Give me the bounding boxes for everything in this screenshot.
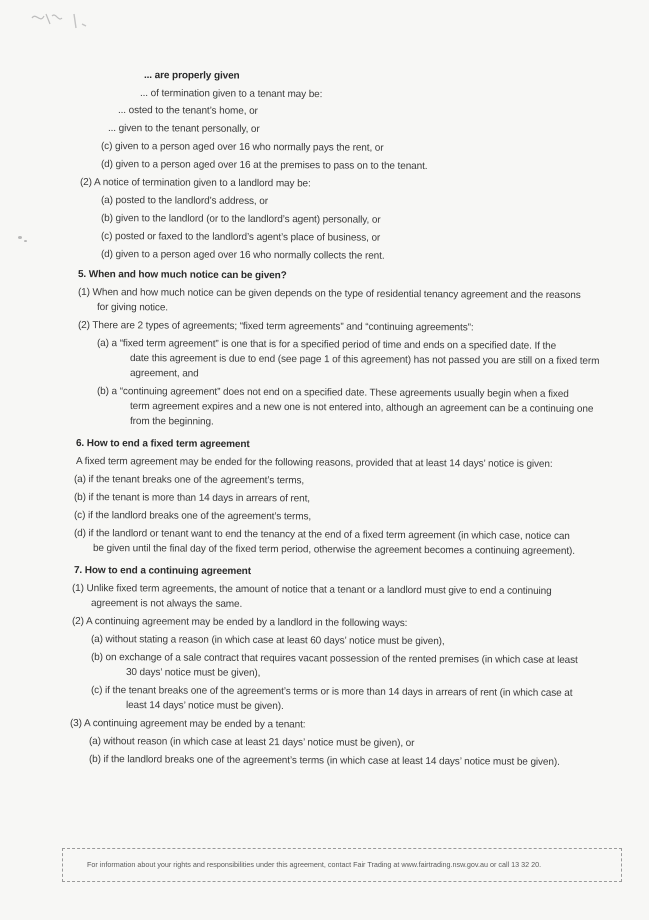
text-line: ... are properly given	[143, 70, 240, 82]
text-line: ... osted to the tenant’s home, or	[117, 105, 258, 117]
text-line: agreement, and	[129, 368, 199, 380]
text-line: (2) There are 2 types of agreements; “fixed term agreements” and “continuing agreements”:	[77, 320, 474, 334]
text-line: (c) posted or faxed to the landlord’s agent’s place of business, or	[100, 231, 381, 244]
text-line: (d) given to a person aged over 16 who normally collects the rent.	[100, 249, 385, 262]
text-line: (1) Unlike fixed term agreements, the amount of notice that a tenant or a landlord must give to end a continuing	[71, 583, 552, 597]
text-line: (a) without stating a reason (in which case at least 60 days’ notice must be given),	[90, 634, 445, 648]
text-line: (3) A continuing agreement may be ended by a tenant:	[69, 718, 306, 731]
text-line: (b) on exchange of a sale contract that requires vacant possession of the rented premises (in which case at least	[90, 652, 578, 666]
footer-text: For information about your rights and responsibilities under this agreement, contact Fair Trading at www.fairtrading.nsw.gov.au or call 13 32 20.	[87, 860, 542, 869]
section-heading: 5. When and how much notice can be given?	[77, 269, 287, 282]
text-line: (b) if the landlord breaks one of the agreement’s terms (in which case at least 14 days’ notice must be given).	[88, 754, 560, 768]
text-line: (2) A notice of termination given to a landlord may be:	[79, 177, 311, 190]
text-line: (b) a “continuing agreement” does not end on a specified date. These agreements usually begin when a fixed	[96, 386, 569, 400]
text-line: (1) When and how much notice can be given depends on the type of residential tenancy agreement and the reasons	[77, 287, 581, 302]
text-line: (b) if the tenant is more than 14 days in arrears of rent,	[73, 492, 310, 505]
section-heading: 6. How to end a fixed term agreement	[75, 438, 250, 451]
text-line: (c) if the landlord breaks one of the agreement’s terms,	[73, 510, 312, 523]
text-line: (2) A continuing agreement may be ended by a landlord in the following ways:	[71, 616, 408, 630]
text-line: agreement is not always the same.	[90, 598, 243, 610]
text-line: (c) given to a person aged over 16 who normally pays the rent, or	[100, 141, 384, 154]
text-line: (a) without reason (in which case at least 21 days’ notice must be given), or	[88, 736, 415, 749]
text-line: be given until the final day of the fixed term period, otherwise the agreement becomes a continuing agreement).	[92, 543, 575, 557]
scan-speck	[24, 240, 27, 242]
text-line: (d) if the landlord or tenant want to end the tenancy at the end of a fixed term agreement (in which case, notice can	[73, 528, 570, 543]
section-heading: 7. How to end a continuing agreement	[73, 565, 251, 578]
text-line: least 14 days’ notice must be given).	[125, 700, 284, 712]
text-line: ... given to the tenant personally, or	[107, 123, 260, 135]
text-line: for giving notice.	[96, 302, 169, 314]
text-line: A fixed term agreement may be ended for the following reasons, provided that at least 14 days’ notice is given:	[75, 456, 553, 470]
text-line: term agreement expires and a new one is not entered into, although an agreement can be a continuing one	[129, 401, 594, 415]
text-line: (a) a “fixed term agreement” is one that is for a specified period of time and ends on a specified date. If the	[96, 338, 557, 352]
text-line: (a) if the tenant breaks one of the agreement’s terms,	[73, 474, 305, 487]
text-line: date this agreement is due to end (see page 1 of this agreement) has not passed you are still on a fixed term	[129, 353, 600, 367]
text-line: (d) given to a person aged over 16 at the premises to pass on to the tenant.	[100, 159, 428, 172]
text-line: 30 days’ notice must be given),	[125, 667, 261, 679]
scan-smudge-mark	[30, 10, 100, 36]
text-line: (a) posted to the landlord’s address, or	[100, 195, 269, 208]
text-line: (c) if the tenant breaks one of the agreement’s terms or is more than 14 days in arrears of rent (in which case at	[90, 685, 573, 699]
text-line: from the beginning.	[129, 416, 214, 428]
footer-info-box	[62, 848, 622, 882]
scan-speck	[18, 236, 22, 239]
text-line: ... of termination given to a tenant may be:	[139, 88, 323, 101]
text-line: (b) given to the landlord (or to the landlord’s agent) personally, or	[100, 213, 381, 226]
